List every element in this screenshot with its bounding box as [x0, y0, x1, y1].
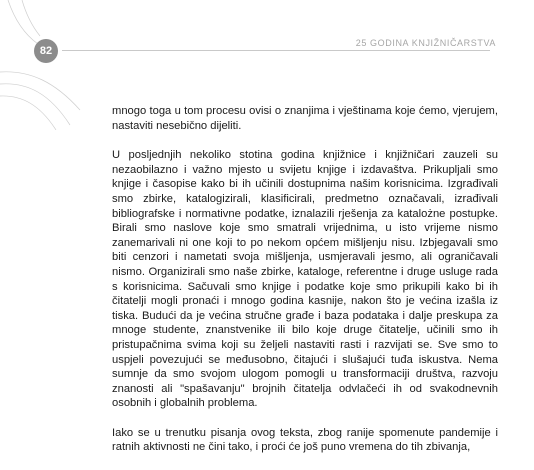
header-rule [62, 50, 490, 51]
paragraph-3: Iako se u trenutku pisanja ovog teksta, zbog ranije spomenute pandemije i ratnih aktivnosti ne čini tako, i proći će još puno vremena do tih zbivanja, [112, 426, 498, 454]
running-head: 25 GODINA KNJIŽNIČARSTVA [355, 38, 496, 48]
paragraph-1: mnogo toga u tom procesu ovisi o znanjima i vještinama koje ćemo, vjerujem, nastaviti nesebično dijeliti. [112, 105, 498, 132]
body-text [112, 104, 498, 470]
page-number-badge: 82 [34, 39, 58, 63]
paragraph-2: U posljednjih nekoliko stotina godina knjižnice i knjižničari zauzeli su nezaobilazno i važno mjesto u svijetu knjige i izdavaštva. Prikupljali smo knjige i časopise kako bi ih učinili dostupnima našim korisnicima. Izgrađivali smo zbirke, katalogizirali, klasificirali, predmetno označavali, izrađivali bibliografske i normativne podatke, iznalazili rješenja za katalożne postupke. Birali smo naslove koje smo smatrali vrijednima, u isto vrijeme nismo zanemarivali ni one koji to po nekom općem mišljenju nisu. Izbjegavali smo biti cenzori i nametati svoja mišljenja, usmjeravali jesmo, ali ograničavali nismo. Organizirali smo naše zbirke, kataloge, referentne i druge usluge rada s korisnicima. Sačuvali smo knjige i podatke koje smo prikupili kako bi ih čitatelji mogli pronaći i mnogo godina kasnije, nakon što je većina izašla iz tiska. Budući da je većina stručne građe i baza podataka i dalje preskupa za mnoge studente, znanstvenike ili bilo koje druge čitatelje, učinili smo ih pristupačnima svima koji su željeli nastaviti rasti i razvijati se. Sve smo to uspjeli povezujući se međusobno, čitajući i slušajući tuđa iskustva. Nema sumnje da smo svojom ulogom pomogli u transformaciji društva, razvoju znanosti ali "spašavanju" brojnih čitatelja odvlačeći ih od svakodnevnih osobnih i globalnih problema. [112, 149, 498, 410]
